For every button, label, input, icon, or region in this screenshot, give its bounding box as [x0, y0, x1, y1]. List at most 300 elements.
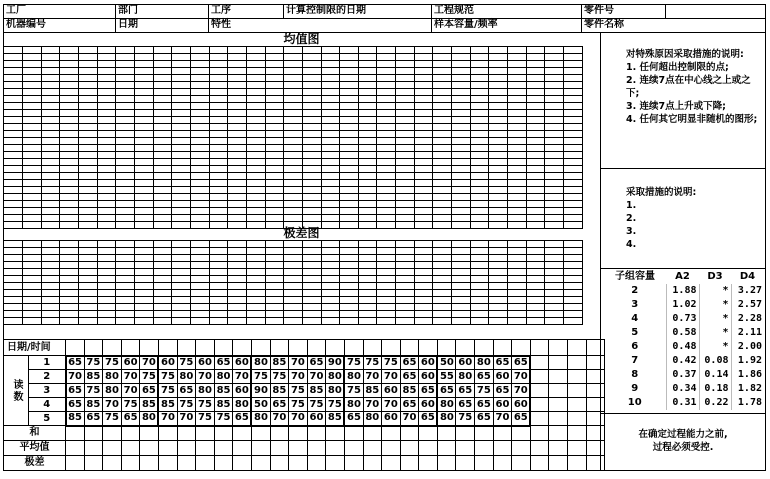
date-time-cell[interactable] [177, 340, 196, 356]
reading-cell[interactable]: 65 [400, 398, 419, 412]
reading-cell[interactable]: 70 [363, 370, 382, 384]
reading-cell[interactable]: 60 [493, 398, 512, 412]
reading-cell[interactable]: 75 [270, 370, 289, 384]
reading-cell[interactable] [530, 398, 549, 412]
reading-cell[interactable]: 75 [103, 356, 122, 370]
summary-cell[interactable] [214, 456, 233, 471]
reading-cell[interactable]: 70 [363, 398, 382, 412]
date-time-cell[interactable] [307, 340, 326, 356]
reading-cell[interactable]: 75 [103, 412, 122, 426]
date-time-cell[interactable] [158, 340, 177, 356]
reading-cell[interactable] [549, 356, 568, 370]
reading-cell[interactable]: 80 [103, 384, 122, 398]
date-time-cell[interactable] [419, 340, 438, 356]
summary-cell[interactable] [382, 426, 401, 441]
summary-cell[interactable] [456, 441, 475, 456]
reading-cell[interactable]: 75 [196, 412, 215, 426]
summary-cell[interactable] [568, 456, 587, 471]
summary-cell[interactable] [549, 441, 568, 456]
summary-cell[interactable] [512, 456, 531, 471]
summary-cell[interactable] [196, 441, 215, 456]
summary-cell[interactable] [363, 426, 382, 441]
summary-cell[interactable] [66, 441, 85, 456]
summary-cell[interactable] [475, 441, 494, 456]
date-time-cell[interactable] [66, 340, 85, 356]
reading-cell[interactable]: 65 [419, 384, 438, 398]
reading-cell[interactable]: 65 [475, 370, 494, 384]
reading-cell[interactable]: 85 [66, 412, 85, 426]
reading-cell[interactable]: 80 [177, 370, 196, 384]
reading-cell[interactable]: 85 [400, 384, 419, 398]
reading-cell[interactable]: 80 [326, 370, 345, 384]
reading-cell[interactable]: 65 [177, 384, 196, 398]
summary-cell[interactable] [233, 426, 252, 441]
reading-cell[interactable]: 80 [103, 370, 122, 384]
summary-cell[interactable] [214, 441, 233, 456]
reading-cell[interactable]: 80 [344, 370, 363, 384]
summary-cell[interactable] [493, 456, 512, 471]
reading-cell[interactable]: 65 [270, 398, 289, 412]
reading-cell[interactable]: 75 [344, 356, 363, 370]
reading-cell[interactable]: 80 [456, 370, 475, 384]
summary-cell[interactable] [251, 456, 270, 471]
summary-cell[interactable] [363, 456, 382, 471]
summary-cell[interactable] [158, 441, 177, 456]
date-time-cell[interactable] [140, 340, 159, 356]
reading-cell[interactable]: 70 [270, 412, 289, 426]
summary-cell[interactable] [456, 426, 475, 441]
reading-cell[interactable] [586, 370, 605, 384]
reading-cell[interactable]: 60 [512, 398, 531, 412]
reading-cell[interactable]: 70 [103, 398, 122, 412]
summary-cell[interactable] [307, 426, 326, 441]
reading-cell[interactable]: 75 [196, 398, 215, 412]
reading-cell[interactable]: 65 [307, 356, 326, 370]
reading-cell[interactable]: 80 [326, 384, 345, 398]
reading-cell[interactable]: 80 [233, 398, 252, 412]
date-time-cell[interactable] [437, 340, 456, 356]
summary-cell[interactable] [326, 441, 345, 456]
summary-cell[interactable] [251, 441, 270, 456]
reading-cell[interactable]: 85 [84, 370, 103, 384]
reading-cell[interactable] [568, 384, 587, 398]
date-time-cell[interactable] [344, 340, 363, 356]
reading-cell[interactable]: 60 [419, 398, 438, 412]
date-time-cell[interactable] [251, 340, 270, 356]
grid-cell [414, 180, 433, 187]
grid-cell [452, 241, 471, 248]
date-time-cell[interactable] [289, 340, 308, 356]
reading-cell[interactable]: 65 [344, 412, 363, 426]
summary-cell[interactable] [437, 456, 456, 471]
reading-cell[interactable]: 65 [84, 412, 103, 426]
grid-cell [358, 248, 377, 255]
part-number-field[interactable] [666, 5, 765, 18]
summary-cell[interactable] [456, 456, 475, 471]
reading-cell[interactable]: 75 [251, 370, 270, 384]
summary-cell[interactable] [493, 426, 512, 441]
reading-cell[interactable]: 75 [84, 384, 103, 398]
grid-cell [134, 304, 153, 311]
reading-cell[interactable]: 75 [344, 384, 363, 398]
reading-cell[interactable]: 75 [158, 370, 177, 384]
reading-cell[interactable]: 65 [400, 370, 419, 384]
summary-cell[interactable] [121, 441, 140, 456]
reading-cell[interactable]: 50 [251, 398, 270, 412]
reading-cell[interactable]: 70 [233, 370, 252, 384]
reading-cell[interactable]: 70 [177, 412, 196, 426]
reading-cell[interactable]: 80 [140, 412, 159, 426]
reading-cell[interactable]: 65 [493, 384, 512, 398]
summary-cell[interactable] [251, 426, 270, 441]
summary-cell[interactable] [177, 426, 196, 441]
summary-cell[interactable] [586, 426, 605, 441]
reading-cell[interactable] [530, 412, 549, 426]
summary-cell[interactable] [121, 426, 140, 441]
reading-cell[interactable]: 70 [158, 412, 177, 426]
grid-cell [134, 180, 153, 187]
grid-cell [396, 269, 415, 276]
reading-cell[interactable]: 80 [214, 370, 233, 384]
date-time-cell[interactable] [103, 340, 122, 356]
reading-cell[interactable]: 75 [177, 356, 196, 370]
machine-number-label: 机器编号 [6, 19, 46, 30]
reading-cell[interactable] [568, 412, 587, 426]
summary-cell[interactable] [140, 426, 159, 441]
date-time-cell[interactable] [363, 340, 382, 356]
reading-cell[interactable]: 70 [196, 370, 215, 384]
action-item[interactable]: 2. [626, 213, 637, 224]
summary-cell[interactable] [270, 441, 289, 456]
date-time-cell[interactable] [382, 340, 401, 356]
reading-cell[interactable] [586, 356, 605, 370]
summary-cell[interactable] [512, 426, 531, 441]
reading-cell[interactable]: 70 [382, 370, 401, 384]
grid-cell [4, 283, 23, 290]
reading-cell[interactable]: 70 [400, 412, 419, 426]
date-time-cell[interactable] [475, 340, 494, 356]
reading-cell[interactable]: 60 [121, 356, 140, 370]
summary-cell[interactable] [289, 441, 308, 456]
reading-cell[interactable] [549, 398, 568, 412]
reading-cell[interactable]: 65 [66, 384, 85, 398]
grid-cell [116, 103, 135, 110]
summary-cell[interactable] [270, 426, 289, 441]
summary-cell[interactable] [158, 456, 177, 471]
summary-cell[interactable] [419, 441, 438, 456]
reading-cell[interactable]: 85 [363, 384, 382, 398]
reading-cell[interactable]: 55 [437, 370, 456, 384]
reading-cell[interactable]: 60 [158, 356, 177, 370]
summary-cell[interactable] [307, 441, 326, 456]
reading-cell[interactable]: 90 [326, 356, 345, 370]
reading-cell[interactable]: 75 [214, 412, 233, 426]
summary-cell[interactable] [84, 456, 103, 471]
action-item[interactable]: 1. [626, 200, 637, 211]
reading-cell[interactable]: 70 [289, 356, 308, 370]
reading-cell[interactable]: 65 [214, 356, 233, 370]
summary-cell[interactable] [344, 441, 363, 456]
reading-cell[interactable] [530, 384, 549, 398]
reading-cell[interactable]: 75 [475, 384, 494, 398]
summary-cell[interactable] [214, 426, 233, 441]
reading-cell[interactable]: 60 [196, 356, 215, 370]
reading-cell[interactable]: 70 [382, 398, 401, 412]
action-item[interactable]: 4. [626, 239, 637, 250]
reading-cell[interactable]: 80 [475, 356, 494, 370]
date-time-cell[interactable] [400, 340, 419, 356]
summary-cell[interactable] [568, 426, 587, 441]
reading-cell[interactable]: 80 [437, 398, 456, 412]
summary-cell[interactable] [530, 441, 549, 456]
grid-cell [78, 61, 97, 68]
grid-cell [340, 269, 359, 276]
summary-cell[interactable] [400, 456, 419, 471]
reading-cell[interactable] [586, 412, 605, 426]
reading-cell[interactable]: 75 [121, 398, 140, 412]
grid-cell [134, 75, 153, 82]
summary-cell[interactable] [140, 441, 159, 456]
reading-cell[interactable]: 60 [307, 412, 326, 426]
reading-cell[interactable]: 75 [363, 356, 382, 370]
reading-cell[interactable]: 85 [84, 398, 103, 412]
date-time-cell[interactable] [233, 340, 252, 356]
d3-cell: 0.22 [699, 396, 731, 410]
summary-cell[interactable] [344, 426, 363, 441]
reading-cell[interactable]: 75 [140, 370, 159, 384]
grid-cell [246, 68, 265, 75]
reading-cell[interactable]: 85 [158, 398, 177, 412]
summary-cell[interactable] [307, 456, 326, 471]
summary-cell[interactable] [363, 441, 382, 456]
reading-cell[interactable] [549, 370, 568, 384]
reading-cell[interactable] [549, 412, 568, 426]
reading-cell[interactable]: 75 [456, 412, 475, 426]
summary-cell[interactable] [549, 456, 568, 471]
grid-cell [508, 297, 527, 304]
summary-cell[interactable] [326, 426, 345, 441]
summary-cell[interactable] [549, 426, 568, 441]
summary-cell[interactable] [344, 456, 363, 471]
summary-cell[interactable] [437, 441, 456, 456]
reading-cell[interactable]: 70 [121, 384, 140, 398]
constants-table-wrap [604, 270, 764, 410]
reading-cell[interactable]: 70 [512, 384, 531, 398]
reading-cell[interactable]: 70 [289, 412, 308, 426]
reading-cell[interactable]: 85 [140, 398, 159, 412]
summary-cell[interactable] [66, 456, 85, 471]
reading-cell[interactable]: 65 [66, 398, 85, 412]
date-time-cell[interactable] [121, 340, 140, 356]
date-time-cell[interactable] [326, 340, 345, 356]
grid-cell [452, 248, 471, 255]
date-time-cell[interactable] [214, 340, 233, 356]
summary-cell[interactable] [270, 456, 289, 471]
reading-cell[interactable]: 75 [177, 398, 196, 412]
reading-cell[interactable]: 75 [326, 398, 345, 412]
reading-cell[interactable] [586, 398, 605, 412]
date-time-cell[interactable] [493, 340, 512, 356]
reading-cell[interactable]: 70 [493, 412, 512, 426]
summary-cell[interactable] [177, 456, 196, 471]
summary-cell[interactable] [103, 441, 122, 456]
summary-cell[interactable] [289, 426, 308, 441]
summary-cell[interactable] [586, 456, 605, 471]
summary-cell[interactable] [400, 426, 419, 441]
reading-cell[interactable] [530, 356, 549, 370]
reading-cell[interactable] [568, 356, 587, 370]
reading-cell[interactable]: 75 [289, 384, 308, 398]
reading-cell[interactable]: 60 [382, 384, 401, 398]
reading-cell[interactable]: 65 [66, 356, 85, 370]
reading-cell[interactable]: 75 [307, 398, 326, 412]
summary-cell[interactable] [382, 456, 401, 471]
summary-cell[interactable] [419, 426, 438, 441]
summary-cell[interactable] [177, 441, 196, 456]
grid-cell [190, 75, 209, 82]
summary-cell[interactable] [512, 441, 531, 456]
summary-cell[interactable] [140, 456, 159, 471]
reading-cell[interactable]: 70 [512, 370, 531, 384]
reading-cell[interactable]: 60 [233, 356, 252, 370]
reading-cell[interactable]: 85 [270, 384, 289, 398]
reading-cell[interactable]: 80 [196, 384, 215, 398]
summary-cell[interactable] [196, 456, 215, 471]
summary-cell[interactable] [103, 456, 122, 471]
grid-cell [452, 255, 471, 262]
reading-cell[interactable]: 80 [363, 412, 382, 426]
summary-cell[interactable] [289, 456, 308, 471]
reading-cell[interactable]: 60 [419, 370, 438, 384]
reading-cell[interactable]: 65 [140, 384, 159, 398]
summary-cell[interactable] [530, 426, 549, 441]
reading-cell[interactable]: 75 [158, 384, 177, 398]
grid-cell [209, 311, 228, 318]
grid-cell [134, 283, 153, 290]
date-time-cell[interactable] [456, 340, 475, 356]
summary-cell[interactable] [103, 426, 122, 441]
reading-cell[interactable]: 65 [475, 412, 494, 426]
summary-cell[interactable] [84, 441, 103, 456]
reading-cell[interactable]: 80 [344, 398, 363, 412]
summary-cell[interactable] [419, 456, 438, 471]
grid-cell [545, 54, 564, 61]
date-time-cell[interactable] [568, 340, 587, 356]
grid-cell [358, 75, 377, 82]
d4-header: D4 [739, 271, 756, 282]
reading-cell[interactable]: 70 [66, 370, 85, 384]
summary-cell[interactable] [400, 441, 419, 456]
reading-cell[interactable]: 65 [475, 398, 494, 412]
reading-cell[interactable]: 65 [493, 356, 512, 370]
date-time-cell[interactable] [586, 340, 605, 356]
grid-cell [60, 61, 79, 68]
action-item[interactable]: 3. [626, 226, 637, 237]
date-time-cell[interactable] [196, 340, 215, 356]
grid-cell [228, 276, 247, 283]
reading-cell[interactable]: 70 [289, 370, 308, 384]
reading-cell[interactable]: 60 [233, 384, 252, 398]
reading-cell[interactable]: 65 [121, 412, 140, 426]
reading-cell[interactable]: 85 [307, 384, 326, 398]
summary-cell[interactable] [196, 426, 215, 441]
reading-cell[interactable]: 65 [400, 356, 419, 370]
reading-cell[interactable] [568, 398, 587, 412]
summary-cell[interactable] [586, 441, 605, 456]
reading-cell[interactable]: 60 [456, 356, 475, 370]
grid-cell [190, 276, 209, 283]
summary-cell[interactable] [437, 426, 456, 441]
reading-cell[interactable]: 50 [437, 356, 456, 370]
reading-cell[interactable]: 75 [382, 356, 401, 370]
summary-cell[interactable] [568, 441, 587, 456]
reading-cell[interactable]: 80 [251, 356, 270, 370]
grid-cell [396, 54, 415, 61]
reading-cell[interactable]: 85 [214, 384, 233, 398]
reading-cell[interactable]: 80 [437, 412, 456, 426]
reading-cell[interactable]: 85 [270, 356, 289, 370]
grid-cell [452, 290, 471, 297]
reading-cell[interactable]: 70 [307, 370, 326, 384]
summary-cell[interactable] [84, 426, 103, 441]
summary-cell[interactable] [158, 426, 177, 441]
date-time-cell[interactable] [530, 340, 549, 356]
summary-cell[interactable] [493, 441, 512, 456]
grid-cell [340, 103, 359, 110]
reading-cell[interactable]: 80 [251, 412, 270, 426]
grid-cell [396, 215, 415, 222]
reading-cell[interactable]: 65 [512, 412, 531, 426]
reading-cell[interactable]: 70 [121, 370, 140, 384]
reading-cell[interactable] [549, 384, 568, 398]
date-time-cell[interactable] [84, 340, 103, 356]
reading-cell[interactable]: 90 [251, 384, 270, 398]
date-time-cell[interactable] [549, 340, 568, 356]
reading-cell[interactable]: 60 [382, 412, 401, 426]
summary-cell[interactable] [66, 426, 85, 441]
reading-cell[interactable]: 65 [512, 356, 531, 370]
reading-cell[interactable]: 60 [493, 370, 512, 384]
reading-cell[interactable]: 85 [326, 412, 345, 426]
reading-cell[interactable]: 65 [437, 384, 456, 398]
summary-cell[interactable] [530, 456, 549, 471]
date-time-cell[interactable] [512, 340, 531, 356]
reading-cell[interactable] [586, 384, 605, 398]
reading-cell[interactable]: 70 [140, 356, 159, 370]
summary-cell[interactable] [233, 456, 252, 471]
grid-cell [433, 159, 452, 166]
grid-cell [489, 61, 508, 68]
summary-cell[interactable] [121, 456, 140, 471]
reading-cell[interactable]: 60 [419, 356, 438, 370]
grid-cell [265, 166, 284, 173]
reading-cell[interactable]: 75 [84, 356, 103, 370]
reading-cell[interactable]: 65 [456, 384, 475, 398]
summary-cell[interactable] [475, 426, 494, 441]
reading-cell[interactable]: 65 [233, 412, 252, 426]
reading-cell[interactable]: 85 [214, 398, 233, 412]
summary-cell[interactable] [233, 441, 252, 456]
summary-cell[interactable] [382, 441, 401, 456]
reading-cell[interactable] [568, 370, 587, 384]
summary-cell[interactable] [475, 456, 494, 471]
date-time-cell[interactable] [270, 340, 289, 356]
reading-cell[interactable]: 65 [419, 412, 438, 426]
reading-cell[interactable]: 65 [456, 398, 475, 412]
reading-cell[interactable] [530, 370, 549, 384]
reading-cell[interactable]: 75 [289, 398, 308, 412]
summary-cell[interactable] [326, 456, 345, 471]
